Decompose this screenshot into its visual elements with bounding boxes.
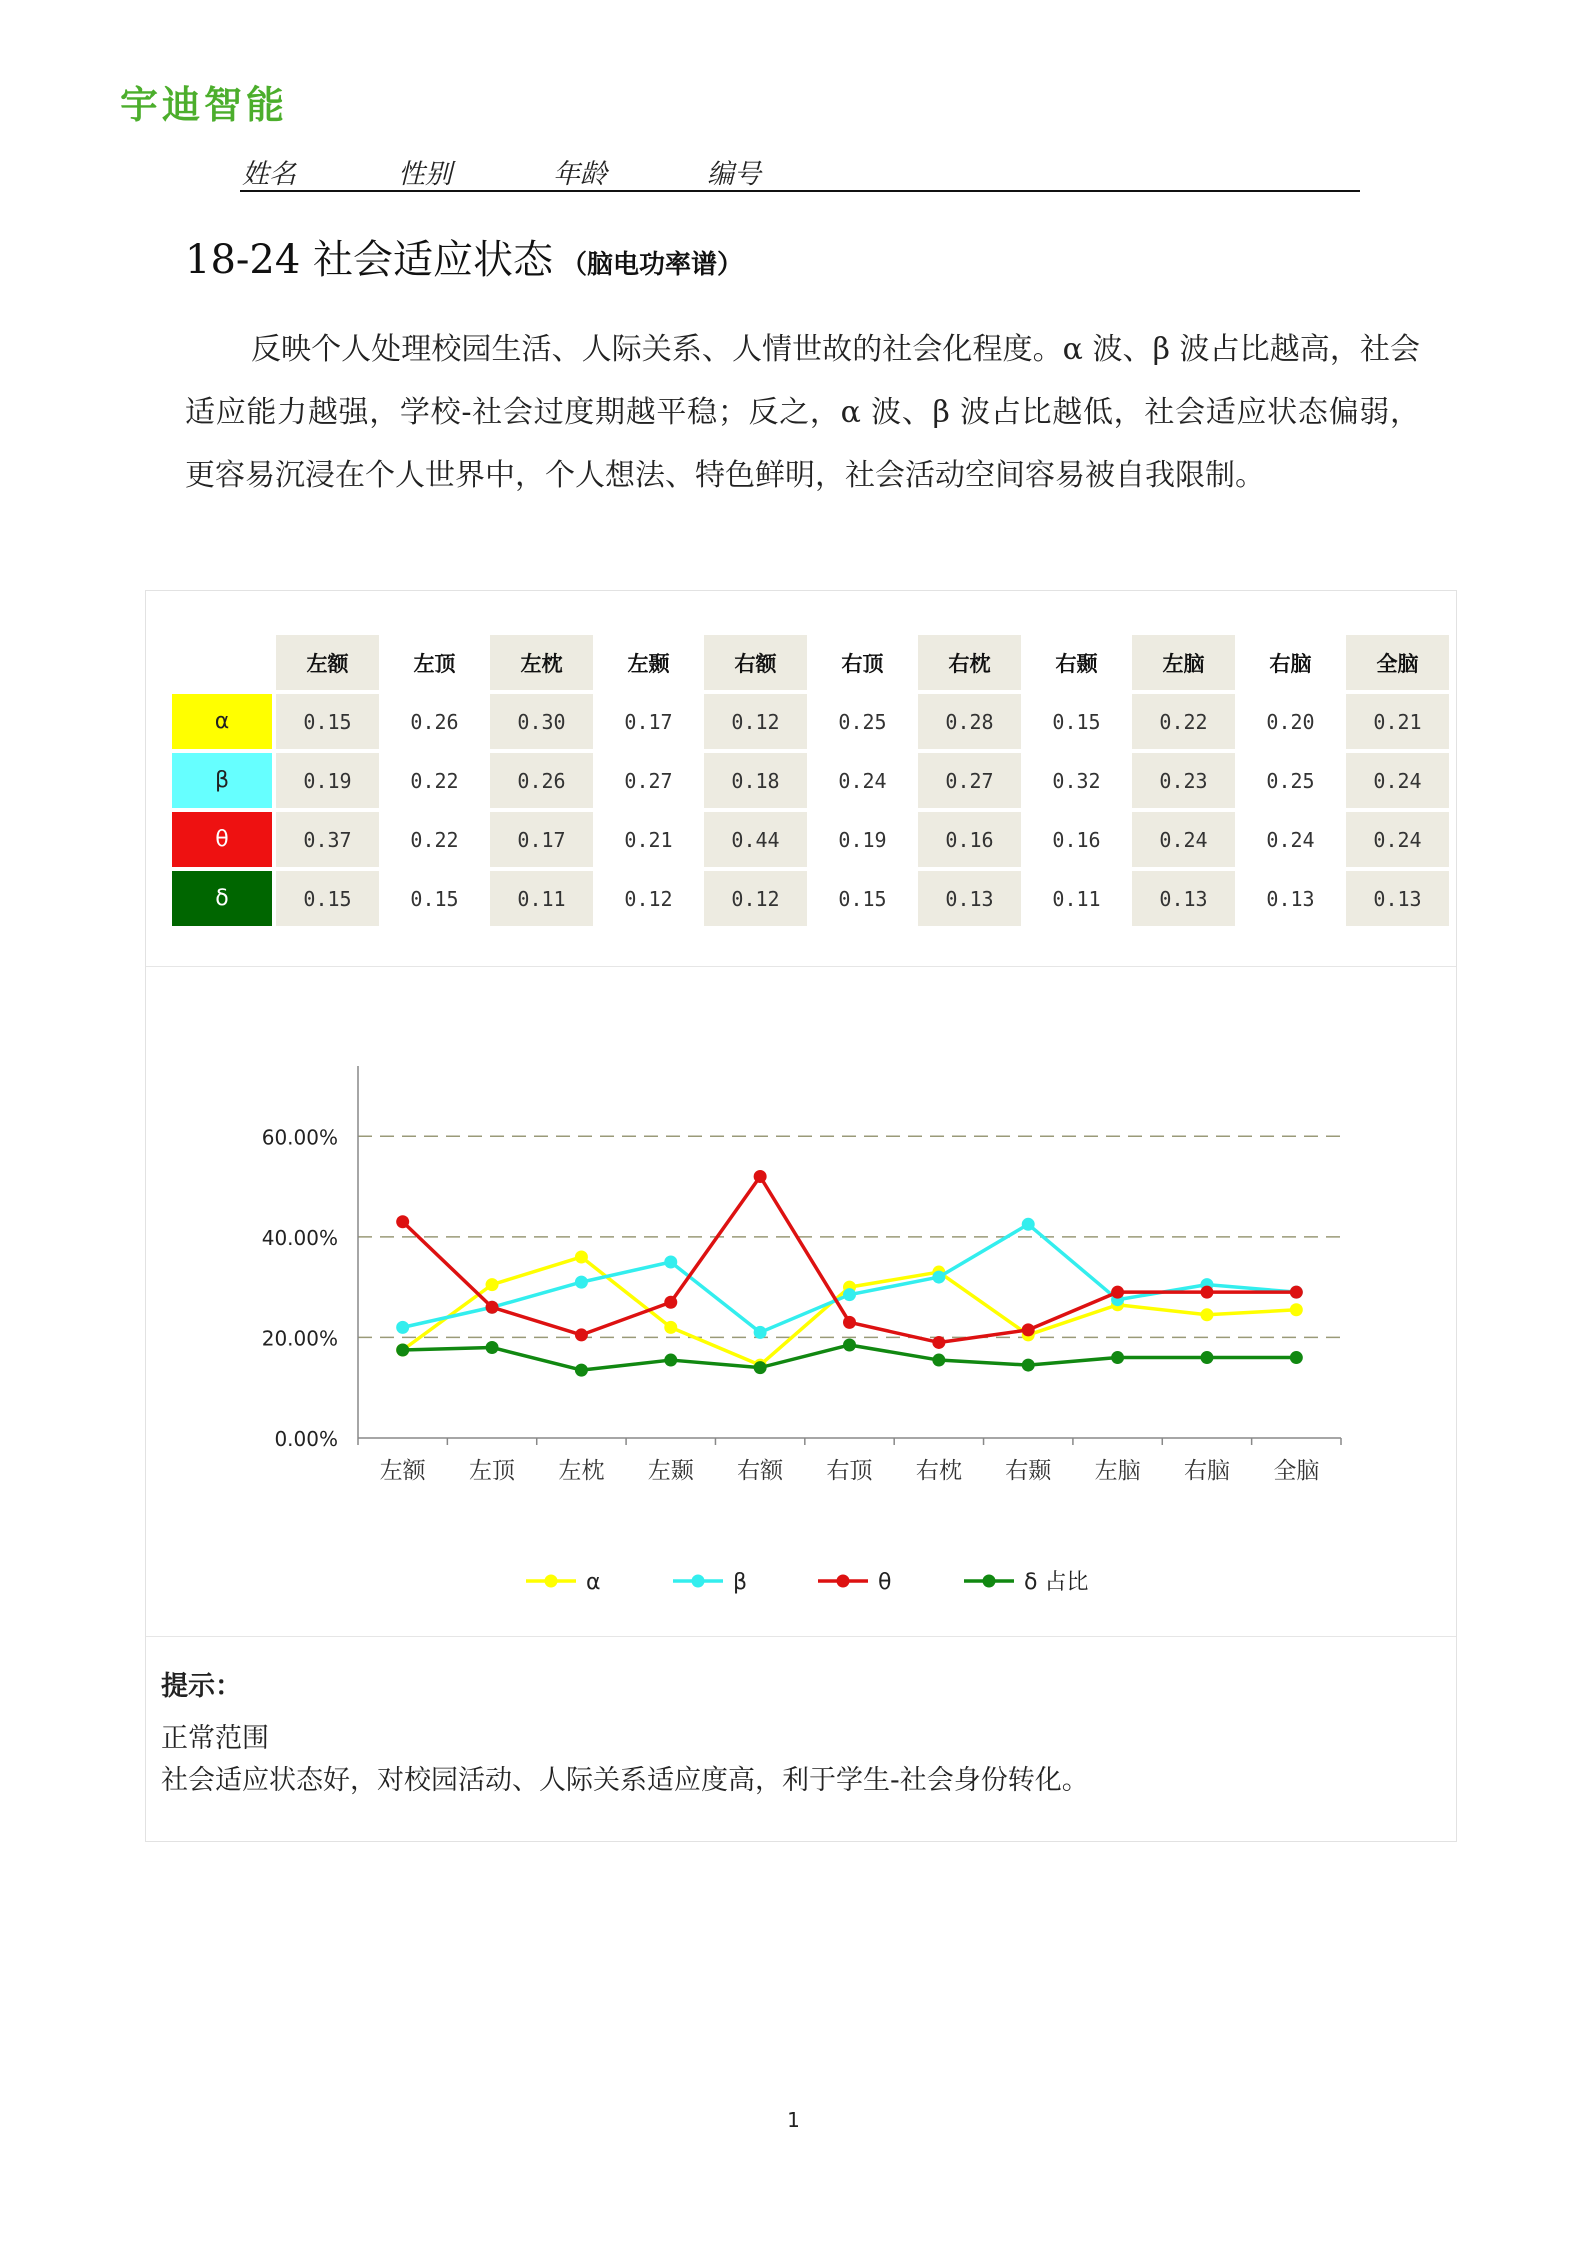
data-point bbox=[575, 1276, 588, 1289]
band-ratio-line-chart bbox=[146, 1006, 1456, 1666]
table-cell: 0.15 bbox=[276, 694, 379, 749]
column-header: 左额 bbox=[276, 635, 379, 690]
table-cell: 0.19 bbox=[811, 812, 914, 867]
gender-field-label: 性别 bbox=[398, 159, 452, 190]
age-field-label: 年龄 bbox=[553, 159, 607, 190]
table-cell: 0.12 bbox=[597, 871, 700, 926]
x-tick-label: 左颞 bbox=[647, 1458, 694, 1484]
table-cell: 0.15 bbox=[276, 871, 379, 926]
table-cell: 0.17 bbox=[490, 812, 593, 867]
table-cell: 0.21 bbox=[597, 812, 700, 867]
table-cell: 0.15 bbox=[383, 871, 486, 926]
table-cell: 0.44 bbox=[704, 812, 807, 867]
legend-label: β bbox=[733, 1570, 748, 1595]
data-point bbox=[575, 1364, 588, 1377]
column-header: 右颞 bbox=[1025, 635, 1128, 690]
data-point bbox=[932, 1354, 945, 1367]
legend-label: α bbox=[586, 1570, 601, 1595]
section-title-text: 18-24 社会适应状态 bbox=[185, 237, 554, 283]
table-row bbox=[172, 812, 1449, 867]
table-cell: 0.15 bbox=[1025, 694, 1128, 749]
company-logo: 宇迪智能 bbox=[120, 83, 289, 127]
name-field-label: 姓名 bbox=[242, 159, 296, 190]
table-header-row bbox=[172, 635, 1449, 690]
table-cell: 0.24 bbox=[1239, 812, 1342, 867]
data-point bbox=[754, 1361, 767, 1374]
ratio-table bbox=[168, 631, 1453, 930]
band-label: δ bbox=[172, 871, 272, 926]
table-cell: 0.30 bbox=[490, 694, 593, 749]
column-header: 全脑 bbox=[1346, 635, 1449, 690]
patient-info-row bbox=[240, 150, 1360, 192]
data-point bbox=[486, 1278, 499, 1291]
id-field-label: 编号 bbox=[707, 159, 761, 190]
x-tick-label: 左枕 bbox=[558, 1458, 605, 1484]
table-corner bbox=[172, 635, 272, 690]
y-tick-label: 40.00% bbox=[261, 1225, 338, 1250]
column-header: 右额 bbox=[704, 635, 807, 690]
data-point bbox=[1290, 1351, 1303, 1364]
table-cell: 0.13 bbox=[918, 871, 1021, 926]
legend-marker bbox=[837, 1575, 850, 1588]
data-point bbox=[843, 1288, 856, 1301]
table-cell: 0.26 bbox=[490, 753, 593, 808]
x-tick-label: 右顶 bbox=[826, 1458, 873, 1484]
data-point bbox=[1290, 1303, 1303, 1316]
divider bbox=[146, 966, 1456, 967]
x-tick-label: 左额 bbox=[379, 1458, 426, 1484]
column-header: 左顶 bbox=[383, 635, 486, 690]
data-point bbox=[396, 1215, 409, 1228]
data-point bbox=[1200, 1308, 1213, 1321]
report-card bbox=[145, 590, 1457, 1842]
tip-box bbox=[161, 1666, 1441, 1802]
table-cell: 0.13 bbox=[1132, 871, 1235, 926]
table-cell: 0.19 bbox=[276, 753, 379, 808]
data-point bbox=[754, 1170, 767, 1183]
legend-marker bbox=[983, 1575, 996, 1588]
tip-range: 正常范围 bbox=[161, 1723, 269, 1754]
table-cell: 0.24 bbox=[1346, 753, 1449, 808]
table-cell: 0.11 bbox=[490, 871, 593, 926]
section-title bbox=[185, 228, 743, 285]
x-tick-label: 左顶 bbox=[469, 1458, 516, 1484]
data-point bbox=[664, 1296, 677, 1309]
data-point bbox=[843, 1338, 856, 1351]
y-tick-label: 0.00% bbox=[274, 1427, 338, 1451]
table-cell: 0.24 bbox=[1346, 812, 1449, 867]
table-cell: 0.32 bbox=[1025, 753, 1128, 808]
table-cell: 0.13 bbox=[1346, 871, 1449, 926]
table-cell: 0.20 bbox=[1239, 694, 1342, 749]
table-cell: 0.37 bbox=[276, 812, 379, 867]
table-cell: 0.12 bbox=[704, 694, 807, 749]
table-cell: 0.22 bbox=[383, 753, 486, 808]
tip-title: 提示： bbox=[161, 1671, 242, 1702]
data-point bbox=[664, 1354, 677, 1367]
band-label: α bbox=[172, 694, 272, 749]
table-cell: 0.16 bbox=[1025, 812, 1128, 867]
legend-label: δ 占比 bbox=[1024, 1570, 1089, 1595]
column-header: 左枕 bbox=[490, 635, 593, 690]
x-tick-label: 右颞 bbox=[1005, 1458, 1052, 1484]
data-point bbox=[1200, 1351, 1213, 1364]
table-cell: 0.24 bbox=[811, 753, 914, 808]
section-subtitle: （脑电功率谱） bbox=[561, 250, 744, 280]
data-point bbox=[486, 1301, 499, 1314]
table-row bbox=[172, 694, 1449, 749]
table-cell: 0.13 bbox=[1239, 871, 1342, 926]
data-point bbox=[1290, 1286, 1303, 1299]
data-point bbox=[932, 1336, 945, 1349]
data-point bbox=[932, 1271, 945, 1284]
data-point bbox=[1200, 1286, 1213, 1299]
x-tick-label: 全脑 bbox=[1273, 1458, 1320, 1484]
x-tick-label: 右枕 bbox=[915, 1458, 962, 1484]
column-header: 左颞 bbox=[597, 635, 700, 690]
data-point bbox=[664, 1256, 677, 1269]
table-cell: 0.27 bbox=[918, 753, 1021, 808]
table-cell: 0.23 bbox=[1132, 753, 1235, 808]
x-tick-label: 右脑 bbox=[1183, 1458, 1230, 1484]
table-cell: 0.11 bbox=[1025, 871, 1128, 926]
table-cell: 0.24 bbox=[1132, 812, 1235, 867]
column-header: 左脑 bbox=[1132, 635, 1235, 690]
column-header: 右枕 bbox=[918, 635, 1021, 690]
table-cell: 0.17 bbox=[597, 694, 700, 749]
table-cell: 0.18 bbox=[704, 753, 807, 808]
table-cell: 0.25 bbox=[1239, 753, 1342, 808]
page-number: 1 bbox=[787, 2108, 800, 2132]
table-cell: 0.21 bbox=[1346, 694, 1449, 749]
data-point bbox=[1111, 1351, 1124, 1364]
column-header: 右脑 bbox=[1239, 635, 1342, 690]
x-tick-label: 左脑 bbox=[1094, 1458, 1141, 1484]
divider bbox=[146, 1636, 1456, 1637]
data-point bbox=[754, 1326, 767, 1339]
tip-text: 社会适应状态好，对校园活动、人际关系适应度高，利于学生-社会身份转化。 bbox=[161, 1765, 1089, 1796]
table-cell: 0.26 bbox=[383, 694, 486, 749]
legend-label: θ bbox=[878, 1570, 892, 1595]
table-cell: 0.12 bbox=[704, 871, 807, 926]
table-cell: 0.25 bbox=[811, 694, 914, 749]
column-header: 右顶 bbox=[811, 635, 914, 690]
y-tick-label: 60.00% bbox=[261, 1125, 338, 1150]
table-cell: 0.27 bbox=[597, 753, 700, 808]
data-point bbox=[486, 1341, 499, 1354]
data-point bbox=[1022, 1359, 1035, 1372]
data-point bbox=[575, 1250, 588, 1263]
x-tick-label: 右额 bbox=[737, 1458, 784, 1484]
data-point bbox=[843, 1316, 856, 1329]
band-label: θ bbox=[172, 812, 272, 867]
data-point bbox=[1111, 1286, 1124, 1299]
band-label: β bbox=[172, 753, 272, 808]
table-cell: 0.28 bbox=[918, 694, 1021, 749]
legend-marker bbox=[692, 1575, 705, 1588]
data-point bbox=[1022, 1218, 1035, 1231]
data-point bbox=[396, 1321, 409, 1334]
table-row bbox=[172, 753, 1449, 808]
table-row bbox=[172, 871, 1449, 926]
table-cell: 0.15 bbox=[811, 871, 914, 926]
section-description: 反映个人处理校园生活、人际关系、人情世故的社会化程度。α 波、β 波占比越高，社会适应能力越强，学校-社会过度期越平稳；反之，α 波、β 波占比越低，社会适应状态偏弱，更容易沉浸在个人世界中，个人想法、特色鲜明，社会活动空间容易被自我限制。 bbox=[185, 332, 1420, 493]
table-cell: 0.22 bbox=[383, 812, 486, 867]
legend-marker bbox=[545, 1575, 558, 1588]
table-cell: 0.16 bbox=[918, 812, 1021, 867]
data-point bbox=[664, 1321, 677, 1334]
data-point bbox=[575, 1328, 588, 1341]
data-point bbox=[396, 1344, 409, 1357]
table-cell: 0.22 bbox=[1132, 694, 1235, 749]
data-point bbox=[1022, 1323, 1035, 1336]
y-tick-label: 20.00% bbox=[261, 1326, 338, 1351]
